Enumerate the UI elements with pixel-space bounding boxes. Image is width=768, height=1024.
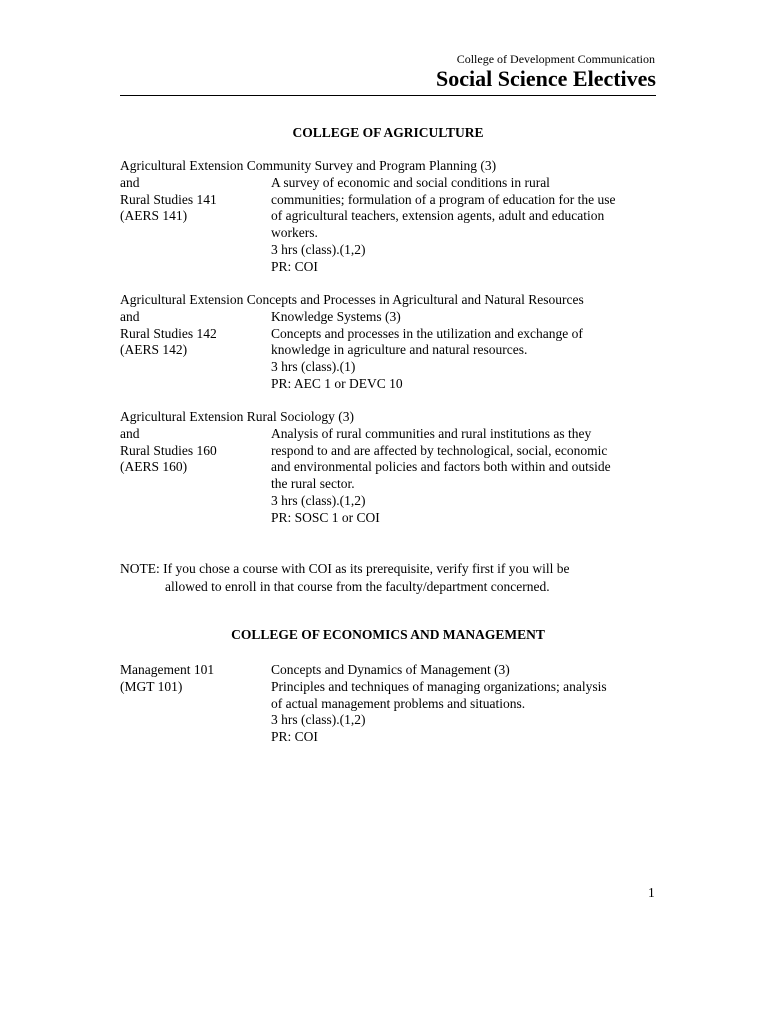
- course-description-line: Concepts and processes in the utilization and exchange of: [271, 325, 583, 341]
- course-prerequisite: PR: COI: [271, 729, 318, 745]
- course-description-line: and environmental policies and factors both within and outside: [271, 459, 611, 475]
- course-prerequisite: PR: AEC 1 or DEVC 10: [271, 375, 403, 391]
- note-line: NOTE: If you chose a course with COI as its prerequisite, verify first if you will be: [120, 561, 570, 576]
- course-description-line: Analysis of rural communities and rural institutions as they: [271, 425, 592, 441]
- course-code-line: and: [120, 308, 140, 324]
- section-heading-economics-management: COLLEGE OF ECONOMICS AND MANAGEMENT: [231, 627, 545, 642]
- course-description-line: of actual management problems and situations.: [271, 695, 526, 711]
- course-aers-160: [120, 409, 660, 527]
- course-title-line: Agricultural Extension Concepts and Processes in Agricultural and Natural Resources: [120, 292, 584, 307]
- course-hours: 3 hrs (class).(1,2): [271, 492, 366, 508]
- course-code-line: Rural Studies 160: [120, 442, 217, 458]
- course-code-line: Rural Studies 141: [120, 191, 217, 207]
- course-description-line: respond to and are affected by technological, social, economic: [271, 442, 608, 458]
- course-prerequisite: PR: SOSC 1 or COI: [271, 509, 380, 525]
- course-code-line: Management 101: [120, 662, 215, 677]
- header-college-name: College of Development Communication: [456, 52, 655, 66]
- prerequisite-note: [120, 560, 660, 596]
- course-description-line: the rural sector.: [271, 476, 355, 492]
- course-description-column: [271, 426, 655, 527]
- course-description-line: knowledge in agriculture and natural resources.: [271, 342, 528, 358]
- course-description-column: [271, 662, 655, 746]
- course-code-column: [120, 662, 270, 696]
- course-code-column: [120, 175, 270, 225]
- course-code-column: [120, 426, 270, 476]
- page-number: 1: [648, 885, 655, 900]
- course-description-line: communities; formulation of a program of education for the use: [271, 191, 616, 207]
- course-code-column: [120, 309, 270, 359]
- course-code-line: and: [120, 174, 140, 190]
- header-divider: [120, 95, 656, 96]
- course-title-line: Agricultural Extension Community Survey and Program Planning (3): [120, 158, 497, 173]
- course-code-line: Rural Studies 142: [120, 325, 217, 341]
- course-prerequisite: PR: COI: [271, 258, 318, 274]
- course-description-line: Principles and techniques of managing organizations; analysis: [271, 678, 607, 694]
- course-hours: 3 hrs (class).(1): [271, 359, 356, 375]
- course-code-line: (MGT 101): [120, 678, 183, 694]
- section-heading-agriculture: COLLEGE OF AGRICULTURE: [292, 125, 484, 140]
- course-code-line: (AERS 141): [120, 208, 188, 224]
- course-description-line: workers.: [271, 225, 318, 241]
- course-code-line: (AERS 160): [120, 459, 188, 475]
- course-mgt-101: [120, 662, 660, 746]
- course-aers-142: [120, 292, 660, 393]
- course-description-column: [271, 309, 655, 393]
- page-title: Social Science Electives: [436, 66, 656, 91]
- course-description-line: of agricultural teachers, extension agents, adult and education: [271, 208, 605, 224]
- course-hours: 3 hrs (class).(1,2): [271, 241, 366, 257]
- course-code-line: (AERS 142): [120, 342, 188, 358]
- course-aers-141: [120, 158, 660, 276]
- course-description-line: Knowledge Systems (3): [271, 308, 401, 324]
- course-description-line: A survey of economic and social conditions in rural: [271, 174, 550, 190]
- course-title-line: Agricultural Extension Rural Sociology (3): [120, 409, 354, 424]
- note-line: allowed to enroll in that course from the faculty/department concerned.: [165, 579, 550, 594]
- course-title-line: Concepts and Dynamics of Management (3): [271, 662, 510, 677]
- course-code-line: and: [120, 425, 140, 441]
- course-description-column: [271, 175, 655, 276]
- course-hours: 3 hrs (class).(1,2): [271, 712, 366, 728]
